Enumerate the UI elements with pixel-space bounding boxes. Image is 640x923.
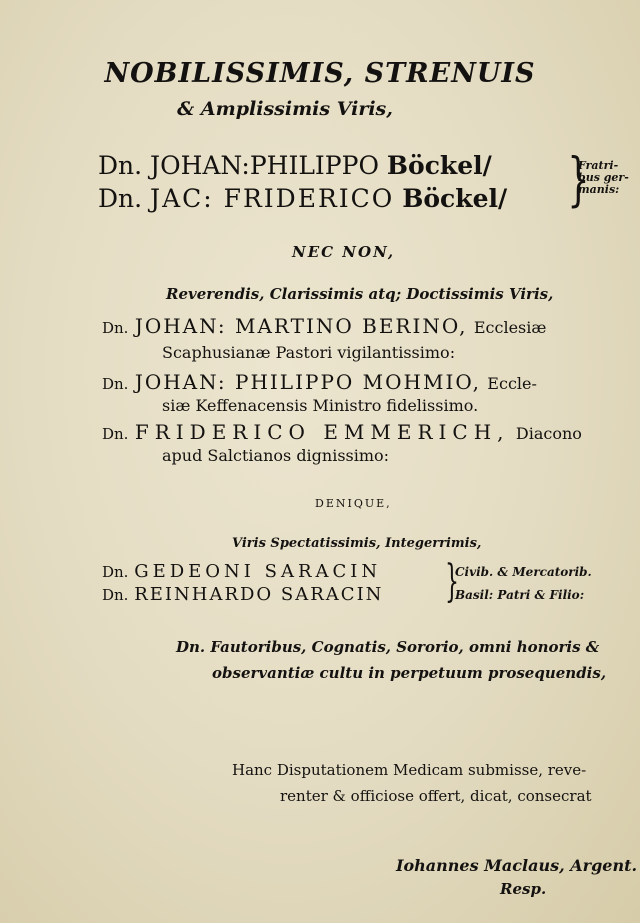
clergy-name: FRIDERICO EMMERICH, xyxy=(134,420,510,444)
clergy-title: Dn. xyxy=(102,319,129,337)
clergy-title: Dn. xyxy=(102,425,129,443)
group1-title: Dn. xyxy=(98,151,143,180)
group3-name: GEDEONI SARACIN xyxy=(134,561,382,582)
group3-title: Dn. xyxy=(102,563,129,581)
fautoribus-line2: observantiæ cultu in perpetuum prosequendis, xyxy=(212,664,607,682)
clergy-office2: Scaphusianæ Pastori vigilantissimo: xyxy=(162,343,456,362)
group3-row2 xyxy=(102,584,383,605)
heading-line1: NOBILISSIMIS, STRENUIS xyxy=(104,58,536,89)
clergy-office: Eccle- xyxy=(487,374,537,393)
clergy-office2: apud Salctianos dignissimo: xyxy=(162,446,390,465)
group3-note2: Basil: Patri & Filio: xyxy=(455,588,585,602)
group1-note-line: bus ger- xyxy=(578,171,629,184)
group1-surname: Böckel/ xyxy=(402,184,508,213)
group1-note-line: Fratri- xyxy=(578,159,619,172)
clergy-row3 xyxy=(102,420,582,444)
group1-row2 xyxy=(98,184,507,213)
clergy-row2 xyxy=(102,370,537,394)
denique: DENIQUE, xyxy=(315,497,392,510)
group1-title: Dn. xyxy=(98,184,143,213)
group3-brace: } xyxy=(445,556,459,607)
reverendis-line: Reverendis, Clarissimis atq; Doctissimis Viris, xyxy=(166,285,554,303)
group3-name: REINHARDO SARACIN xyxy=(134,584,384,605)
clergy-name: JOHAN: PHILIPPO MOHMIO, xyxy=(134,370,481,394)
group3-row1 xyxy=(102,561,381,582)
heading-line2: & Amplissimis Viris, xyxy=(177,98,393,120)
signature-line1: Iohannes Maclaus, Argent. xyxy=(396,856,638,875)
clergy-office: Diacono xyxy=(515,424,582,443)
fautoribus-line1: Dn. Fautoribus, Cognatis, Sororio, omni honoris & xyxy=(176,638,600,656)
group1-surname: Böckel/ xyxy=(386,151,492,180)
spectatissimis-line: Viris Spectatissimis, Integerrimis, xyxy=(232,536,482,551)
group3-note1: Civib. & Mercatorib. xyxy=(455,565,592,579)
closing-line1: Hanc Disputationem Medicam submisse, reve- xyxy=(232,761,587,779)
closing-line2: renter & officiose offert, dicat, consecrat xyxy=(280,787,592,805)
clergy-office: Ecclesiæ xyxy=(473,318,547,337)
group1-brace: } xyxy=(567,145,590,213)
group1-name: JOHAN:PHILIPPO xyxy=(150,151,379,180)
group1-note xyxy=(578,160,629,196)
nec-non: NEC NON, xyxy=(292,243,396,261)
signature-line2: Resp. xyxy=(500,880,547,898)
clergy-title: Dn. xyxy=(102,375,129,393)
clergy-office2: siæ Keffenacensis Ministro fidelissimo. xyxy=(162,396,479,415)
clergy-name: JOHAN: MARTINO BERINO, xyxy=(134,314,468,338)
group1-name: JAC: FRIDERICO xyxy=(150,184,395,213)
group3-title: Dn. xyxy=(102,586,129,604)
group1-row1 xyxy=(98,151,492,180)
group1-note-line: manis: xyxy=(578,183,620,196)
clergy-row1 xyxy=(102,314,546,338)
